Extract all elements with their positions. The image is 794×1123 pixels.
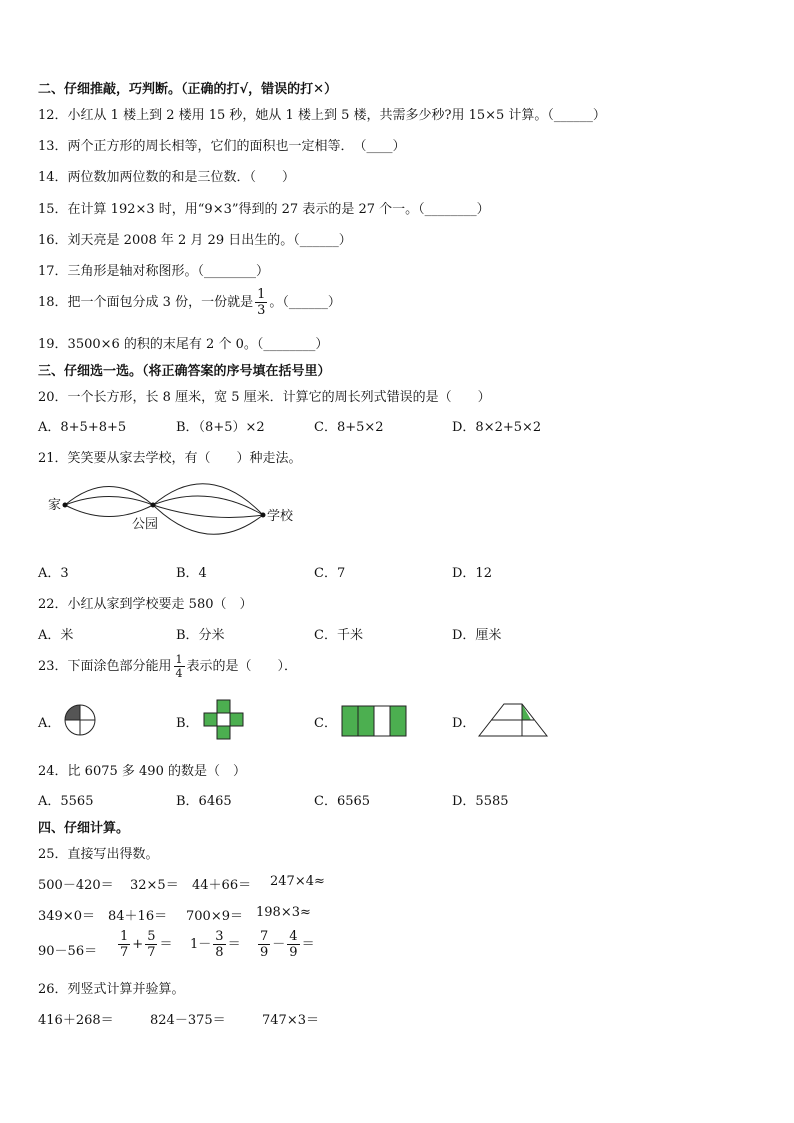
route-park-school-2 xyxy=(153,496,263,515)
question-12: 12．小红从 1 楼上到 2 楼用 15 秒，她从 1 楼上到 5 楼，共需多少秒?用 15×5 计算。（______） xyxy=(38,108,606,123)
q21-option-d: D．12 xyxy=(452,566,492,581)
frac-denominator: 9 xyxy=(289,945,298,960)
frac-denominator: 9 xyxy=(260,945,269,960)
calc-r3-1: 90－56＝ xyxy=(38,944,98,959)
frac-numerator: 5 xyxy=(147,929,156,944)
equals: ＝ xyxy=(227,937,241,952)
frac-numerator: 1 xyxy=(175,653,183,666)
q23-option-c: C． xyxy=(314,716,337,731)
q22-option-d: D．厘米 xyxy=(452,628,502,643)
fraction-one-third xyxy=(255,288,267,317)
q21-option-a: A．3 xyxy=(38,566,69,581)
operator: + xyxy=(132,937,144,952)
school-label: 学校 xyxy=(267,509,294,524)
q23-shape-b-cross xyxy=(200,698,248,742)
question-23 xyxy=(38,654,297,679)
home-dot xyxy=(63,503,68,508)
question-26: 26．列竖式计算并验算。 xyxy=(38,982,185,997)
question-21: 21．笑笑要从家去学校，有（ ）种走法。 xyxy=(38,451,302,466)
calc-26-3: 747×3＝ xyxy=(262,1013,319,1028)
q20-option-d: D．8×2+5×2 xyxy=(452,420,542,435)
q23-option-b: B． xyxy=(176,716,199,731)
frac-denominator: 7 xyxy=(120,945,129,960)
q18-blank: 。（______） xyxy=(269,295,341,310)
calc-r1-3: 44＋66＝ xyxy=(192,878,252,893)
q24-option-a: A．5565 xyxy=(38,794,94,809)
whole-number: 1 xyxy=(190,937,199,952)
calc-r3-3 xyxy=(190,930,241,959)
calc-26-1: 416＋268＝ xyxy=(38,1013,114,1028)
q18-text: 18．把一个面包分成 3 份，一份就是 xyxy=(38,295,254,310)
frac-numerator: 7 xyxy=(260,929,269,944)
frac-denominator: 3 xyxy=(257,303,266,318)
q23-text-after: 表示的是（ ）． xyxy=(186,659,298,674)
calc-r2-2: 84＋16＝ xyxy=(108,909,168,924)
calc-r2-4: 198×3≈ xyxy=(256,905,311,920)
question-20: 20．一个长方形，长 8 厘米，宽 5 厘米．计算它的周长列式错误的是（ ） xyxy=(38,390,491,405)
question-15: 15．在计算 192×3 时，用“9×3”得到的 27 表示的是 27 个一。（________） xyxy=(38,202,490,217)
frac-numerator: 1 xyxy=(257,287,266,302)
q22-option-b: B．分米 xyxy=(176,628,225,643)
section-4-title: 四、仔细计算。 xyxy=(38,821,130,836)
frac-numerator: 4 xyxy=(289,929,298,944)
q21-option-c: C．7 xyxy=(314,566,346,581)
route-home-park-2 xyxy=(65,497,153,506)
question-16: 16．刘天亮是 2008 年 2 月 29 日出生的。（______） xyxy=(38,233,352,248)
calc-26-2: 824－375＝ xyxy=(150,1013,226,1028)
q23-option-a: A． xyxy=(38,716,61,731)
question-14: 14．两位数加两位数的和是三位数．（ ） xyxy=(38,170,296,185)
calc-r3-4 xyxy=(256,930,315,959)
q20-option-a: A．8+5+8+5 xyxy=(38,420,127,435)
fraction-one-quarter xyxy=(174,654,185,679)
q21-option-b: B．4 xyxy=(176,566,207,581)
question-13: 13．两个正方形的周长相等，它们的面积也一定相等． （____） xyxy=(38,139,406,154)
frac-numerator: 3 xyxy=(215,929,224,944)
question-18 xyxy=(38,288,341,317)
q23-shape-a-circle xyxy=(62,703,100,737)
frac-denominator: 8 xyxy=(215,945,224,960)
q23-option-d: D． xyxy=(452,716,476,731)
question-24: 24．比 6075 多 490 的数是（ ） xyxy=(38,764,246,779)
q24-option-d: D．5585 xyxy=(452,794,509,809)
route-home-park-1 xyxy=(65,487,153,506)
park-dot xyxy=(151,503,156,508)
q23-shape-c-strip xyxy=(340,704,410,738)
operator: － xyxy=(272,937,286,952)
calc-r1-1: 500－420＝ xyxy=(38,878,114,893)
route-diagram xyxy=(38,478,308,540)
calc-r3-2 xyxy=(116,930,172,959)
q20-option-c: C．8+5×2 xyxy=(314,420,384,435)
question-22: 22．小红从家到学校要走 580（ ） xyxy=(38,597,253,612)
q24-option-c: C．6565 xyxy=(314,794,371,809)
calc-r2-1: 349×0＝ xyxy=(38,909,95,924)
calc-r1-2: 32×5＝ xyxy=(130,878,179,893)
school-dot xyxy=(261,513,266,518)
equals: ＝ xyxy=(301,937,315,952)
question-19: 19．3500×6 的积的末尾有 2 个 0。（________） xyxy=(38,337,329,352)
question-25: 25．直接写出得数。 xyxy=(38,847,159,862)
calc-r1-4: 247×4≈ xyxy=(270,874,325,889)
q22-option-a: A．米 xyxy=(38,628,74,643)
section-2-title: 二、仔细推敲，巧判断。（正确的打√，错误的打✕） xyxy=(38,82,338,97)
route-home-park-3 xyxy=(65,505,153,517)
question-17: 17．三角形是轴对称图形。（________） xyxy=(38,264,270,279)
operator: － xyxy=(198,937,212,952)
q24-option-b: B．6465 xyxy=(176,794,232,809)
frac-denominator: 7 xyxy=(147,945,156,960)
q23-shape-d-trapezoid xyxy=(476,702,550,738)
q20-option-b: B．（8+5）×2 xyxy=(176,420,265,435)
section-3-title: 三、仔细选一选。（将正确答案的序号填在括号里） xyxy=(38,364,331,379)
q22-option-c: C．千米 xyxy=(314,628,363,643)
home-label: 家 xyxy=(48,498,62,513)
park-label: 公园 xyxy=(132,517,159,532)
equals: ＝ xyxy=(159,937,173,952)
calc-r2-3: 700×9＝ xyxy=(186,909,243,924)
q23-text-before: 23．下面涂色部分能用 xyxy=(38,659,172,674)
frac-numerator: 1 xyxy=(120,929,129,944)
frac-denominator: 4 xyxy=(175,667,183,680)
